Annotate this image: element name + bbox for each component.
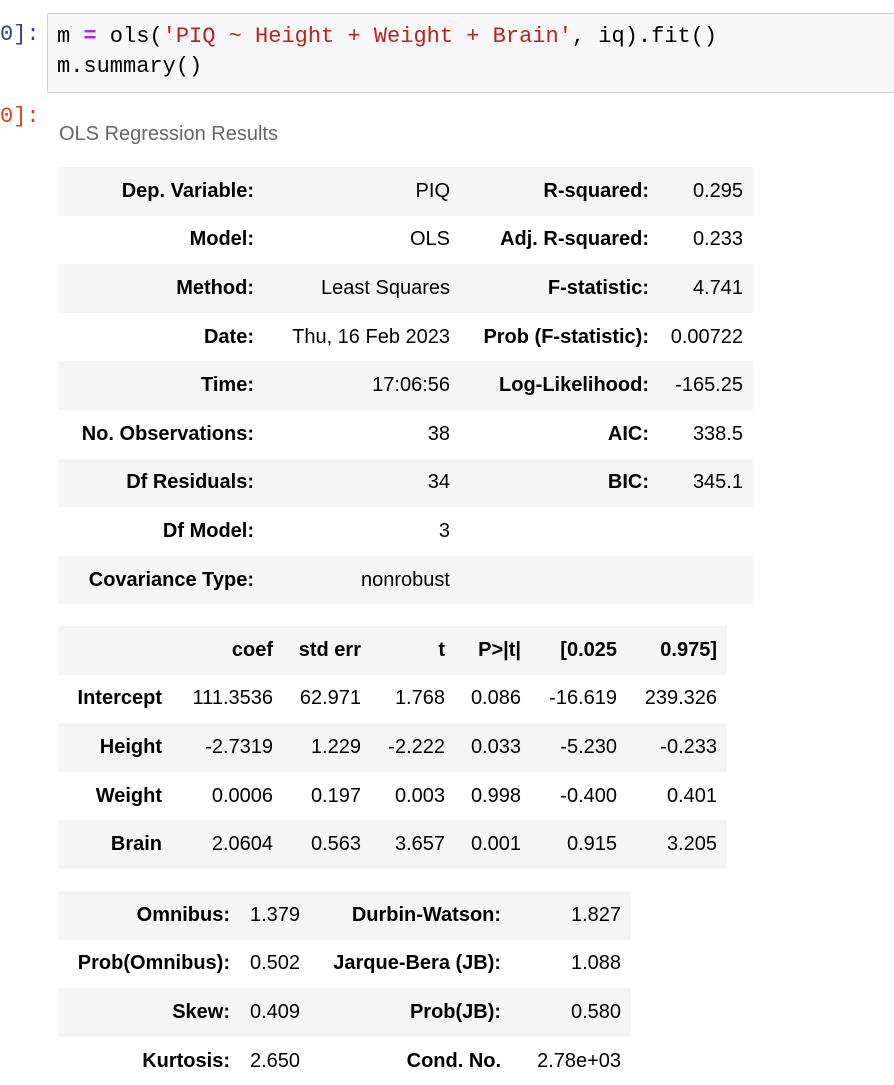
- summary-value: 0.295: [692, 179, 743, 202]
- summary-value: 0.00722: [670, 325, 743, 348]
- summary-row: [58, 313, 753, 362]
- diagnostics-value: 0.580: [571, 1000, 622, 1023]
- summary-label: Df Model:: [162, 519, 254, 542]
- summary-label: Covariance Type:: [88, 568, 254, 591]
- coef-value: 62.971: [299, 687, 361, 710]
- summary-value: PIQ: [415, 179, 450, 202]
- summary-value: Thu, 16 Feb 2023: [292, 325, 450, 348]
- diagnostics-row: [58, 988, 631, 1037]
- diagnostics-label: Cond. No.: [406, 1049, 502, 1072]
- coef-value: 3.657: [394, 833, 445, 856]
- coef-column-header: [0.025: [560, 638, 617, 661]
- summary-value: OLS: [409, 228, 450, 251]
- summary-value: 0.233: [692, 228, 743, 251]
- diagnostics-label: Prob(Omnibus):: [77, 952, 230, 975]
- diagnostics-value: 0.409: [250, 1000, 301, 1023]
- coef-column-header: coef: [231, 638, 273, 661]
- summary-label: Dep. Variable:: [121, 179, 254, 202]
- summary-label: Df Residuals:: [126, 471, 254, 494]
- coef-value: -16.619: [549, 687, 617, 710]
- coef-column-header: std err: [298, 638, 361, 661]
- summary-label: Model:: [189, 228, 254, 251]
- summary-label: F-statistic:: [547, 276, 649, 299]
- coef-value: -5.230: [560, 735, 617, 758]
- input-prompt: 0]:: [0, 22, 40, 47]
- diagnostics-value: 2.78e+03: [537, 1049, 622, 1072]
- coef-value: -2.222: [388, 735, 445, 758]
- summary-label: Prob (F-statistic):: [483, 325, 649, 348]
- coef-row: [58, 723, 727, 772]
- summary-row: [58, 167, 753, 216]
- summary-row: [58, 264, 753, 313]
- coef-value: 0.0006: [211, 784, 273, 807]
- code-input-cell[interactable]: [47, 13, 894, 93]
- summary-row: [58, 410, 753, 459]
- coef-value: 0.033: [470, 735, 521, 758]
- diagnostics-label: Kurtosis:: [142, 1049, 230, 1072]
- summary-row: [58, 361, 753, 410]
- coef-header-row: [58, 626, 727, 675]
- coef-value: 1.768: [394, 687, 445, 710]
- coef-value: -0.233: [660, 735, 717, 758]
- summary-label: Adj. R-squared:: [500, 228, 649, 251]
- summary-label: [460, 556, 659, 605]
- coef-variable-name: Weight: [95, 784, 162, 807]
- summary-label: No. Observations:: [81, 422, 254, 445]
- diagnostics-row: [58, 1037, 631, 1085]
- summary-label: Log-Likelihood:: [499, 374, 649, 397]
- code-variable: m: [57, 24, 84, 49]
- diagnostics-value: 0.502: [250, 952, 301, 975]
- coef-variable-name: Brain: [110, 833, 162, 856]
- coef-value: 0.001: [470, 833, 521, 856]
- summary-label: BIC:: [607, 471, 649, 494]
- diagnostics-value: 1.379: [250, 903, 301, 926]
- coef-value: -2.7319: [205, 735, 273, 758]
- summary-value: 3: [438, 519, 450, 542]
- diagnostics-label: Omnibus:: [136, 903, 230, 926]
- coef-value: 3.205: [666, 833, 717, 856]
- coef-value: -0.400: [560, 784, 617, 807]
- coef-column-header: t: [438, 638, 445, 661]
- coef-column-header: [58, 626, 172, 675]
- summary-value: Least Squares: [321, 276, 450, 299]
- summary-value: [659, 507, 753, 556]
- coefficients-table: [58, 626, 727, 869]
- summary-label: Date:: [203, 325, 254, 348]
- summary-value: 345.1: [692, 471, 743, 494]
- coef-value: 111.3536: [192, 687, 273, 710]
- coef-row: [58, 820, 727, 869]
- code-call-rest: , iq).fit(): [571, 24, 718, 49]
- diagnostics-value: 2.650: [250, 1049, 301, 1072]
- summary-label: Method:: [176, 276, 254, 299]
- coef-value: 0.401: [666, 784, 717, 807]
- summary-value: 34: [427, 471, 450, 494]
- coef-row: [58, 772, 727, 821]
- diagnostics-label: Prob(JB):: [409, 1000, 502, 1023]
- coef-variable-name: Height: [99, 735, 162, 758]
- coef-value: 0.998: [470, 784, 521, 807]
- summary-row: [58, 216, 753, 265]
- summary-label: R-squared:: [543, 179, 649, 202]
- summary-value: 17:06:56: [372, 374, 450, 397]
- diagnostics-label: Skew:: [172, 1000, 230, 1023]
- coef-column-header: P>|t|: [478, 638, 521, 661]
- code-line-1: [57, 24, 717, 49]
- diagnostics-value: 1.088: [571, 952, 622, 975]
- coef-row: [58, 675, 727, 724]
- code-line-2: m.summary(): [57, 54, 203, 79]
- summary-row: [58, 507, 753, 556]
- summary-label: AIC:: [607, 422, 649, 445]
- coef-value: 0.915: [566, 833, 617, 856]
- summary-label: [460, 507, 659, 556]
- model-summary-table: [58, 167, 753, 604]
- summary-value: 4.741: [692, 276, 743, 299]
- coef-value: 2.0604: [211, 833, 273, 856]
- coef-value: 1.229: [310, 735, 361, 758]
- coef-value: 0.003: [394, 784, 445, 807]
- coef-value: 0.563: [310, 833, 361, 856]
- diagnostics-row: [58, 891, 631, 940]
- diagnostics-label: Durbin-Watson:: [351, 903, 502, 926]
- coef-value: 239.326: [644, 687, 717, 710]
- diagnostics-value: 1.827: [571, 903, 622, 926]
- summary-value: -165.25: [675, 374, 743, 397]
- summary-value: 338.5: [692, 422, 743, 445]
- summary-value: [659, 556, 753, 605]
- summary-value: 38: [427, 422, 450, 445]
- code-formula-string: 'PIQ ~ Height + Weight + Brain': [162, 24, 572, 49]
- diagnostics-row: [58, 940, 631, 989]
- summary-value: nonrobust: [361, 568, 450, 591]
- code-assign-operator: =: [83, 24, 97, 49]
- coef-value: 0.197: [310, 784, 361, 807]
- diagnostics-table: [58, 891, 631, 1085]
- summary-row: [58, 459, 753, 508]
- summary-label: Time:: [201, 374, 254, 397]
- code-function-call: ols(: [96, 24, 163, 49]
- output-caption: OLS Regression Results: [59, 123, 278, 145]
- coef-column-header: 0.975]: [660, 638, 717, 661]
- diagnostics-label: Jarque-Bera (JB):: [333, 952, 502, 975]
- output-prompt: 0]:: [0, 104, 40, 129]
- summary-row: [58, 556, 753, 605]
- coef-value: 0.086: [470, 687, 521, 710]
- coef-variable-name: Intercept: [77, 687, 162, 710]
